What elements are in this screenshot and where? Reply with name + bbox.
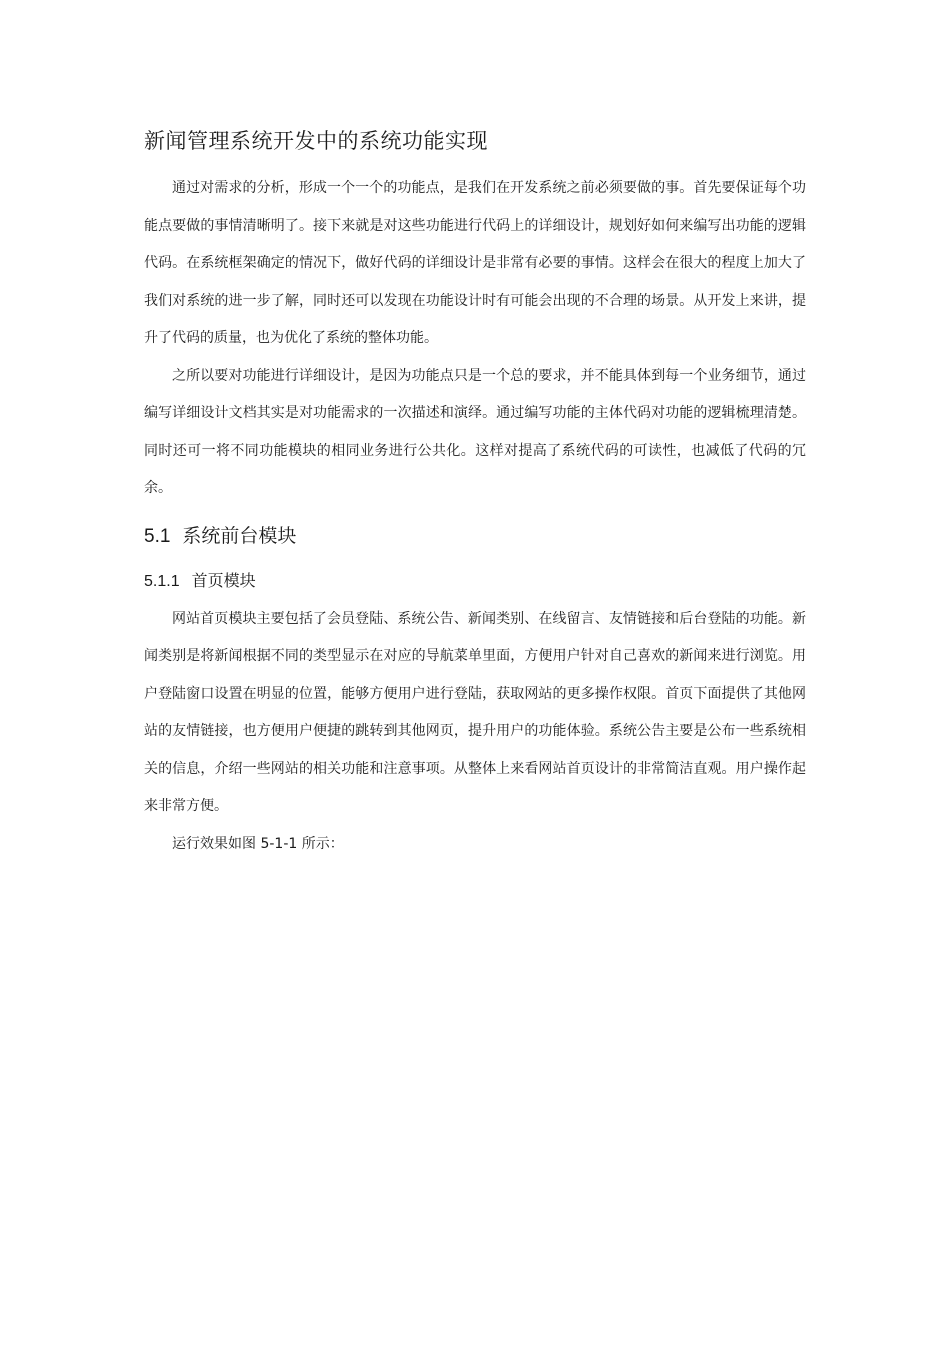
body-paragraph: 之所以要对功能进行详细设计，是因为功能点只是一个总的要求，并不能具体到每一个业务细节，通过编写详细设计文档其实是对功能需求的一次描述和演绎。通过编写功能的主体代码对功能的逻辑梳理清楚。同时还可一将不同功能模块的相同业务进行公共化。这样对提高了系统代码的可读性，也减低了代码的冗余。	[144, 367, 806, 496]
subsection-number: 5.1.1	[144, 572, 180, 590]
section-number: 5.1	[144, 525, 171, 547]
body-paragraph: 通过对需求的分析，形成一个一个的功能点，是我们在开发系统之前必须要做的事。首先要保证每个功能点要做的事情清晰明了。接下来就是对这些功能进行代码上的详细设计，规划好如何来编写出功能的逻辑代码。在系统框架确定的情况下，做好代码的详细设计是非常有必要的事情。这样会在很大的程度上加大了我们对系统的进一步了解，同时还可以发现在功能设计时有可能会出现的不合理的场景。从开发上来讲，提升了代码的质量，也为优化了系统的整体功能。	[144, 180, 806, 346]
body-paragraph: 网站首页模块主要包括了会员登陆、系统公告、新闻类别、在线留言、友情链接和后台登陆的功能。新闻类别是将新闻根据不同的类型显示在对应的导航菜单里面，方便用户针对自己喜欢的新闻来进行浏览。用户登陆窗口设置在明显的位置，能够方便用户进行登陆，获取网站的更多操作权限。首页下面提供了其他网站的友情链接，也方便用户便捷的跳转到其他网页，提升用户的功能体验。系统公告主要是公布一些系统相关的信息，介绍一些网站的相关功能和注意事项。从整体上来看网站首页设计的非常简洁直观。用户操作起来非常方便。	[144, 610, 806, 814]
subsection-title: 首页模块	[191, 570, 256, 590]
section-heading	[144, 521, 806, 552]
figure-reference-paragraph: 运行效果如图 5-1-1 所示：	[172, 835, 344, 852]
section-title: 系统前台模块	[182, 524, 297, 547]
document-title: 新闻管理系统开发中的系统功能实现	[144, 129, 488, 153]
subsection-heading	[144, 567, 806, 596]
document-body	[144, 124, 806, 863]
